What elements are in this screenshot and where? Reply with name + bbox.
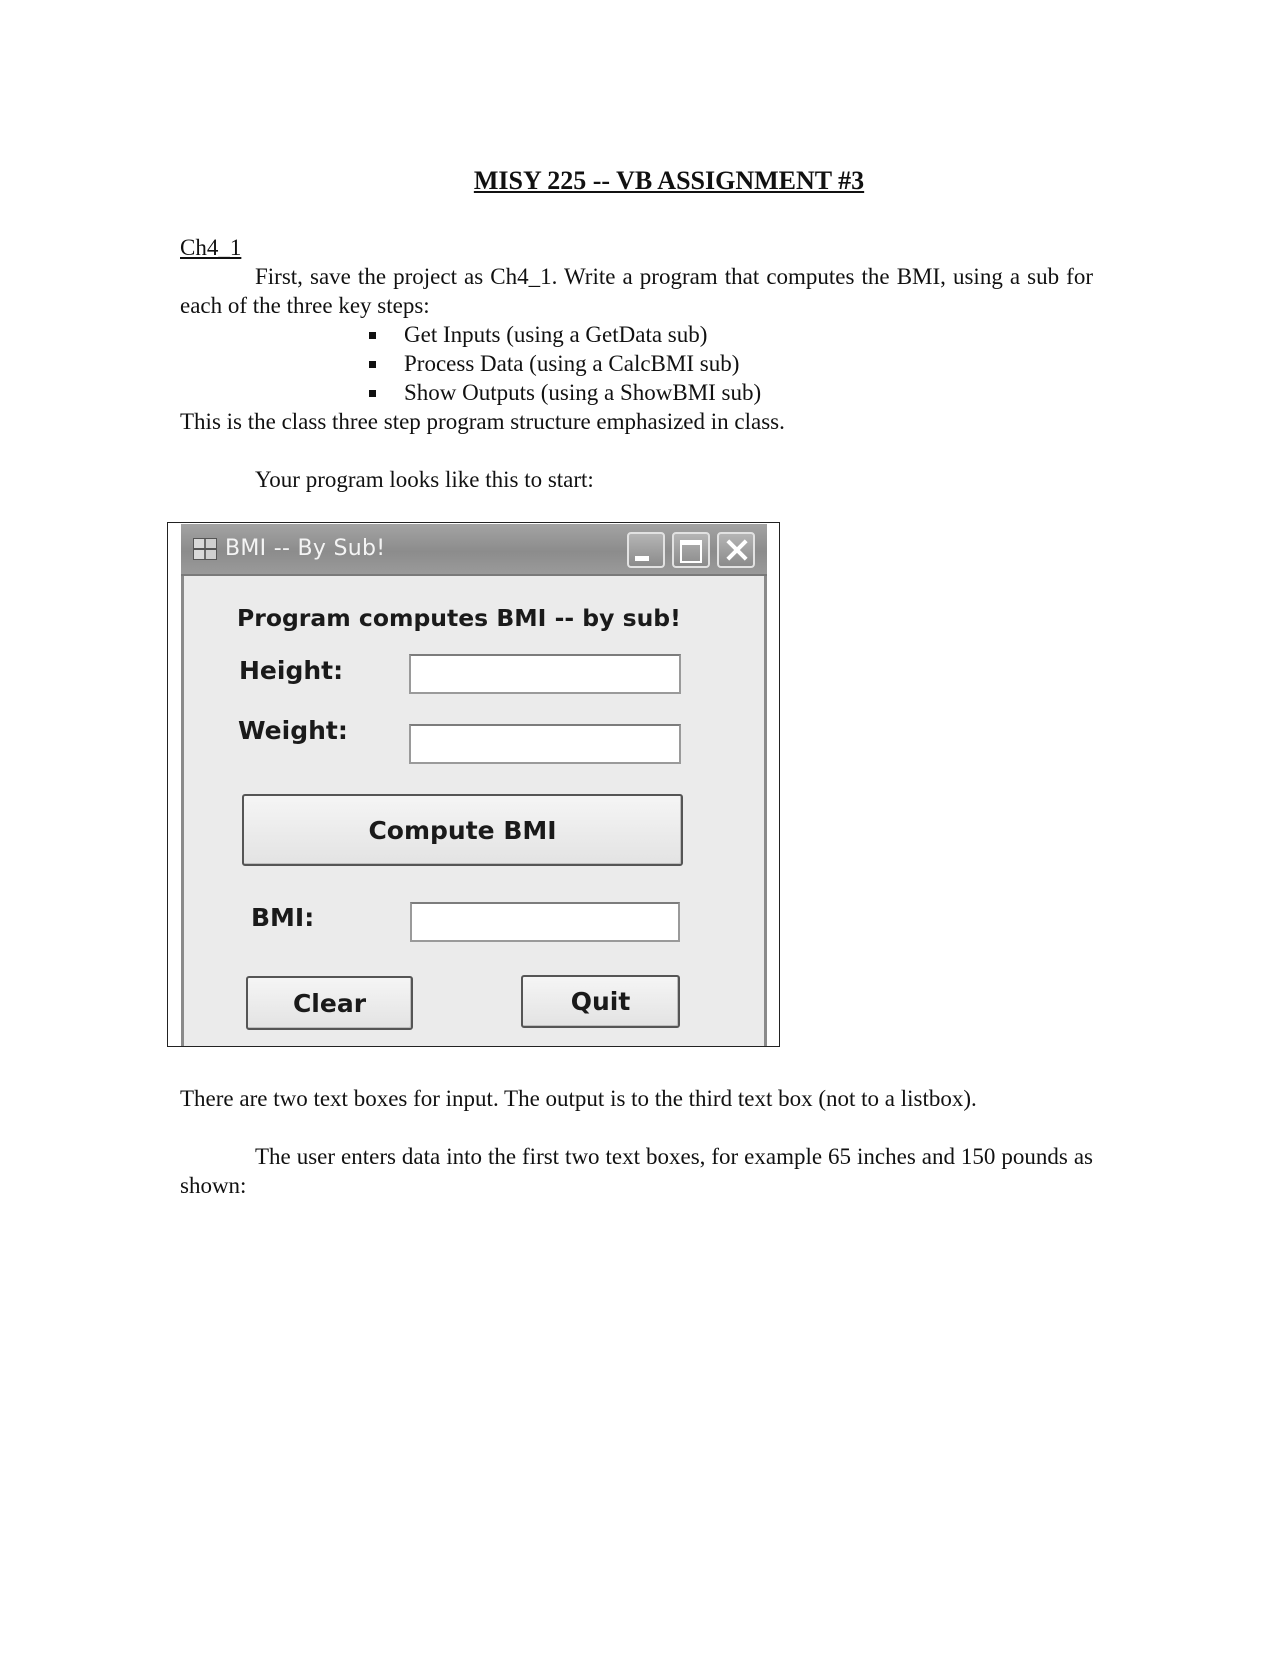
minimize-icon[interactable] <box>627 532 665 568</box>
screenshot-figure <box>167 522 780 1047</box>
intro-paragraph: First, save the project as Ch4_1. Write a program that computes the BMI, using a sub for each of the three key steps: <box>180 264 1093 318</box>
clear-button[interactable]: Clear <box>246 976 413 1030</box>
close-icon[interactable] <box>717 532 755 568</box>
step-text: Process Data (using a CalcBMI sub) <box>404 351 740 376</box>
maximize-icon[interactable] <box>672 532 710 568</box>
square-bullet-icon <box>369 361 376 368</box>
window-titlebar[interactable] <box>181 524 767 576</box>
weight-label: Weight: <box>238 716 348 745</box>
square-bullet-icon <box>369 332 376 339</box>
list-item <box>366 378 761 407</box>
section-label: Ch4_1 <box>180 235 242 260</box>
bmi-window <box>181 524 767 1046</box>
bmi-output[interactable] <box>410 902 680 942</box>
textbox-note: There are two text boxes for input. The output is to the third text box (not to a listbox). <box>180 1086 977 1111</box>
form-heading: Program computes BMI -- by sub! <box>237 604 681 632</box>
quit-button[interactable]: Quit <box>521 975 680 1028</box>
structure-note: This is the class three step program structure emphasized in class. <box>180 409 785 434</box>
steps-list <box>366 320 761 407</box>
step-text: Get Inputs (using a GetData sub) <box>404 322 708 347</box>
list-item <box>366 349 761 378</box>
example-paragraph: The user enters data into the first two text boxes, for example 65 inches and 150 pounds as shown: <box>180 1144 1093 1198</box>
list-item <box>366 320 761 349</box>
height-input[interactable] <box>409 654 681 694</box>
square-bullet-icon <box>369 390 376 397</box>
form-icon <box>193 538 217 560</box>
compute-bmi-button[interactable]: Compute BMI <box>242 794 683 866</box>
program-intro: Your program looks like this to start: <box>255 467 594 492</box>
height-label: Height: <box>239 656 344 685</box>
document-title: MISY 225 -- VB ASSIGNMENT #3 <box>473 166 865 195</box>
weight-input[interactable] <box>409 724 681 764</box>
bmi-label: BMI: <box>251 903 315 932</box>
window-title: BMI -- By Sub! <box>225 536 386 561</box>
step-text: Show Outputs (using a ShowBMI sub) <box>404 380 762 405</box>
